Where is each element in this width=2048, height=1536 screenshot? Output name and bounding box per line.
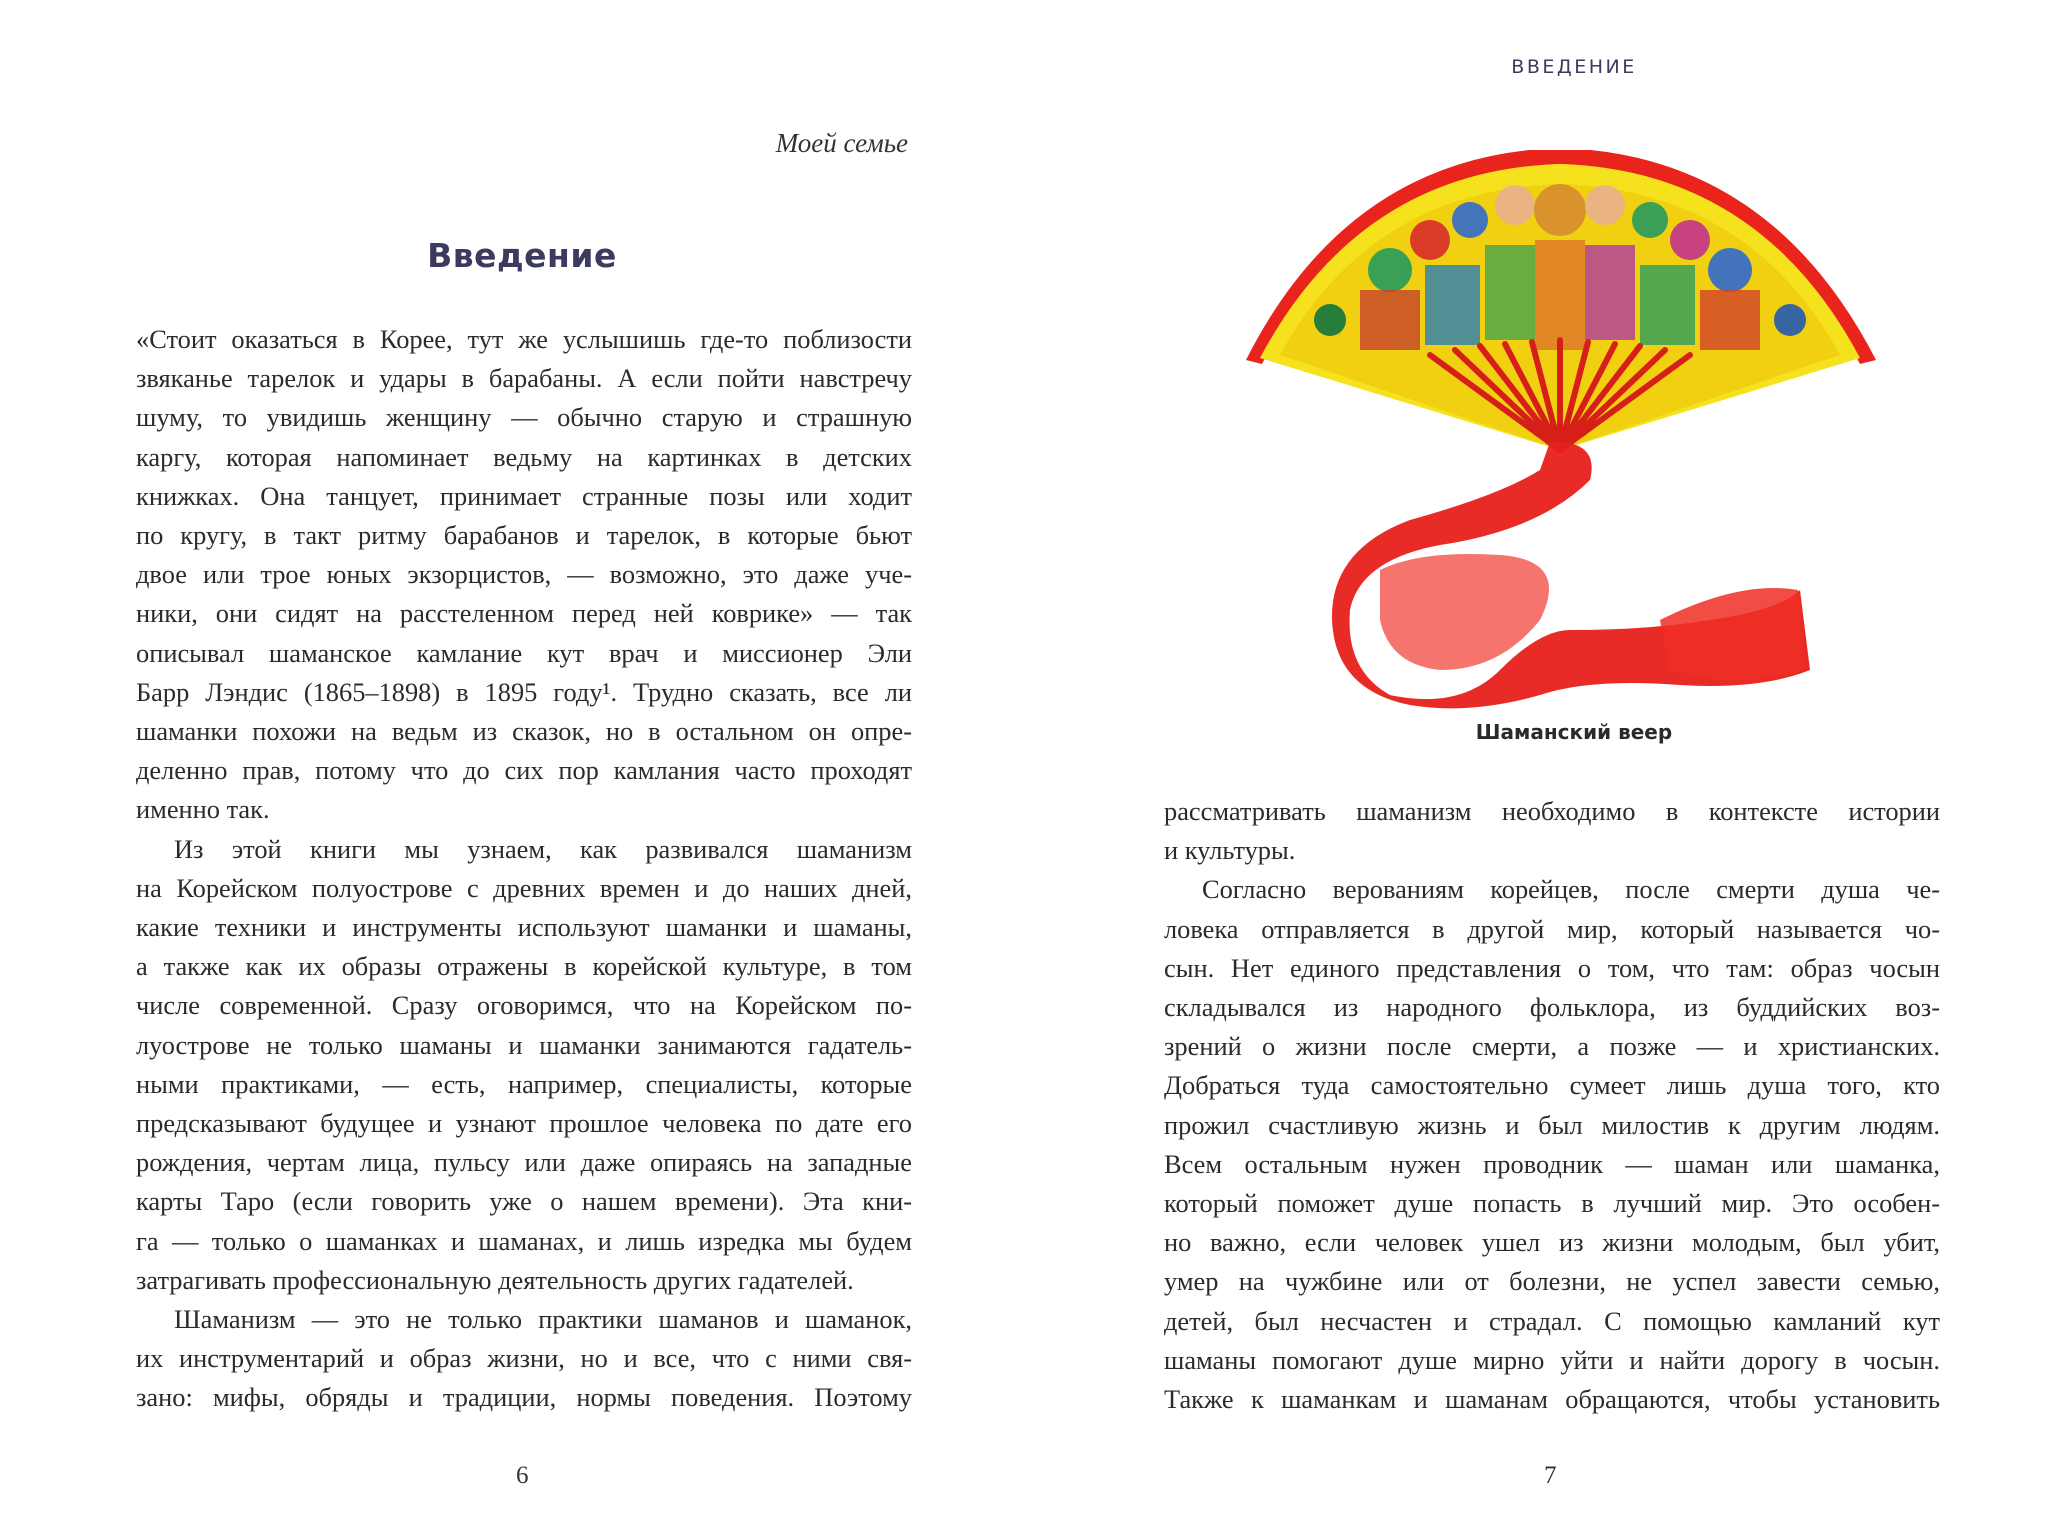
text-line: двое или трое юных экзорцистов, — возможно, это даже уче- — [136, 559, 912, 590]
text-line: на Корейском полуострове с древних времен и до наших дней, — [136, 872, 912, 903]
text-line: детей, был несчастен и страдал. С помощью камланий кут — [1164, 1305, 1940, 1336]
page-number: 6 — [516, 1462, 529, 1489]
text-line: ники, они сидят на расстеленном перед ней коврике» — так — [136, 598, 912, 629]
text-line: деленно прав, потому что до сих пор камлания часто проходят — [136, 755, 912, 786]
text-line: затрагивать профессиональную деятельность других гадателей. — [136, 1264, 854, 1295]
text-line: луострове не только шаманы и шаманки занимаются гадатель- — [136, 1029, 912, 1060]
text-line: Также к шаманкам и шаманам обращаются, чтобы установить — [1164, 1384, 1940, 1415]
text-line: складывался из народного фольклора, из буддийских воз- — [1164, 992, 1940, 1023]
text-line: рождения, чертам лица, пульсу или даже опираясь на западные — [136, 1147, 912, 1178]
text-line: «Стоит оказаться в Корее, тут же услышишь где-то поблизости — [136, 324, 912, 354]
text-line: предсказывают будущее и узнают прошлое человека по дате его — [136, 1108, 912, 1139]
text-line: зано: мифы, обряды и традиции, нормы поведения. Поэтому — [136, 1382, 912, 1413]
running-head: ВВЕДЕНИЕ — [1511, 56, 1637, 78]
left-body-text — [136, 320, 912, 1418]
text-line: карты Таро (если говорить уже о нашем времени). Эта кни- — [136, 1186, 912, 1217]
text-line: и культуры. — [1164, 835, 1296, 866]
text-line: какие техники и инструменты используют шаманки и шаманы, — [136, 912, 912, 943]
text-line: шуму, то увидишь женщину — обычно старую и страшную — [136, 402, 912, 433]
text-line: Добраться туда самостоятельно сумеет лишь душа того, кто — [1164, 1070, 1940, 1101]
text-line: сын. Нет единого представления о том, что там: образ чосын — [1164, 952, 1940, 983]
page-number: 7 — [1544, 1462, 1557, 1489]
text-line: ными практиками, — есть, например, специалисты, которые — [136, 1068, 912, 1099]
text-line: по кругу, в такт ритму барабанов и тарелок, в которые бьют — [136, 520, 912, 551]
chapter-title: Введение — [427, 236, 617, 275]
text-line: звяканье тарелок и удары в барабаны. А если пойти навстречу — [136, 363, 912, 394]
text-line: умер на чужбине или от болезни, не успел завести семью, — [1164, 1266, 1940, 1297]
figure-caption: Шаманский веер — [1475, 720, 1673, 744]
text-line: прожил счастливую жизнь и был милостив к другим людям. — [1164, 1109, 1940, 1140]
text-line: ловека отправляется в другой мир, который называется чо- — [1164, 913, 1940, 944]
text-line: а также как их образы отражены в корейской культуре, в том — [136, 951, 912, 982]
text-line: числе современной. Сразу оговоримся, что на Корейском по- — [136, 990, 912, 1021]
text-line: Шаманизм — это не только практики шаманов и шаманок, — [174, 1304, 912, 1335]
text-line: рассматривать шаманизм необходимо в контексте истории — [1164, 796, 1940, 826]
text-line: их инструментарий и образ жизни, но и все, что с ними свя- — [136, 1343, 912, 1374]
text-line: Из этой книги мы узнаем, как развивался шаманизм — [174, 833, 912, 864]
text-line: га — только о шаманках и шаманах, и лишь изредка мы будем — [136, 1225, 912, 1256]
dedication: Моей семье — [775, 128, 908, 158]
text-line: Согласно верованиям корейцев, после смерти душа че- — [1202, 874, 1940, 905]
text-line: каргу, которая напоминает ведьму на картинках в детских — [136, 441, 912, 472]
right-page — [1024, 0, 2048, 1536]
text-line: который поможет душе попасть в лучший мир. Это особен- — [1164, 1188, 1940, 1219]
text-line: Всем остальным нужен проводник — шаман или шаманка, — [1164, 1148, 1940, 1179]
text-line: Барр Лэндис (1865–1898) в 1895 году¹. Трудно сказать, все ли — [136, 676, 912, 707]
text-line: зрений о жизни после смерти, а позже — и христианских. — [1164, 1031, 1940, 1062]
text-line: описывал шаманское камлание кут врач и миссионер Эли — [136, 637, 912, 668]
right-body-text — [1164, 792, 1940, 1419]
text-line: шаманки похожи на ведьм из сказок, но в остальном он опре- — [136, 716, 912, 747]
text-line: именно так. — [136, 794, 270, 825]
text-line: шаманы помогают душе мирно уйти и найти дорогу в чосын. — [1164, 1344, 1940, 1375]
shaman-fan-illustration — [1240, 150, 1880, 710]
text-line: но важно, если человек ушел из жизни молодым, был убит, — [1164, 1227, 1940, 1258]
text-line: книжках. Она танцует, принимает странные позы или ходит — [136, 480, 912, 511]
